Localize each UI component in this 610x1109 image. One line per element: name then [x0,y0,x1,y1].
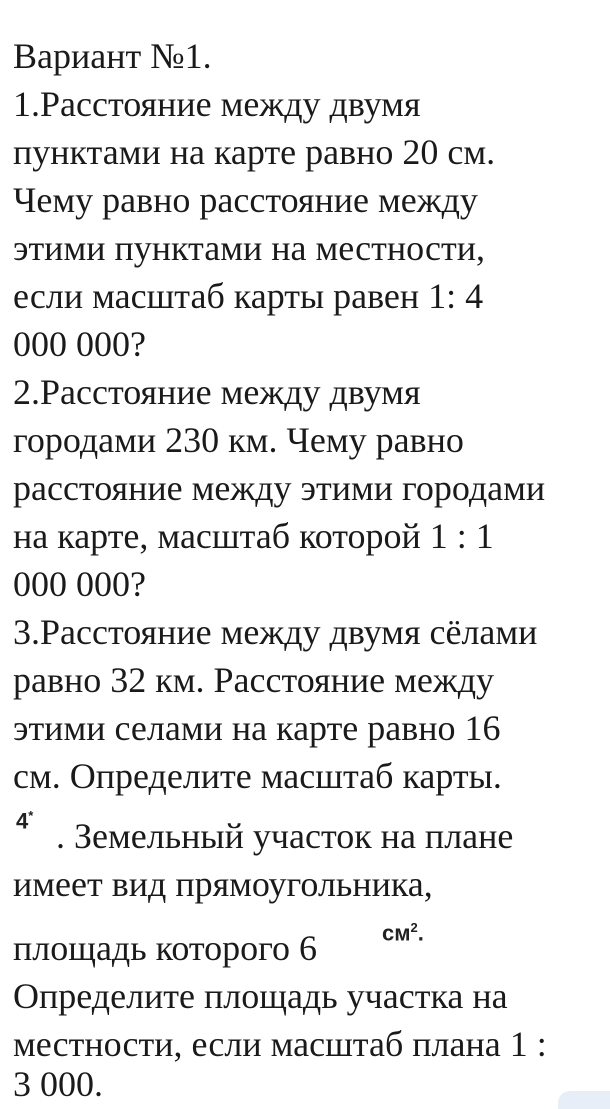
task2-line3: расстояние между этими городами [13,468,546,508]
task4-line1: . Земельный участок на плане [56,816,514,856]
task4-unit-power: 2 [410,920,418,935]
task4-line5: местности, если масштаб плана 1 : [13,1024,547,1064]
variant-title: Вариант №1. [13,36,212,76]
task1-line6: 000 000? [13,324,146,364]
task4-number [16,803,33,834]
task4-unit [382,915,424,946]
task4-star: * [28,808,34,823]
task3-line4: см. Определите масштаб карты. [13,756,502,796]
task4-unit-text: см [382,920,411,946]
task1-line1: 1.Расстояние между двумя [13,84,421,124]
task4-line3: площадь которого 6 [13,928,317,968]
task2-line4: на карте, масштаб которой 1 : 1 [13,516,494,556]
task1-line2: пунктами на карте равно 20 см. [13,132,496,172]
task2-line2: городами 230 км. Чему равно [13,420,464,460]
task1-line5: если масштаб карты равен 1: 4 [13,276,484,316]
task2-line5: 000 000? [13,564,146,604]
task1-line4: этими пунктами на местности, [13,228,485,268]
task2-line1: 2.Расстояние между двумя [13,372,421,412]
task4-unit-dot: . [417,920,424,946]
task3-line3: этими селами на карте равно 16 [13,708,501,748]
task4-line4: Определите площадь участка на [13,976,508,1016]
task3-line2: равно 32 км. Расстояние между [13,660,495,700]
corner-overlay [558,1091,610,1109]
task3-line1: 3.Расстояние между двумя сёлами [13,612,538,652]
task1-line3: Чему равно расстояние между [13,180,478,220]
task4-number-digit: 4 [16,808,29,834]
task4-line6: 3 000. [13,1064,103,1104]
task4-line2: имеет вид прямоугольника, [13,864,433,904]
